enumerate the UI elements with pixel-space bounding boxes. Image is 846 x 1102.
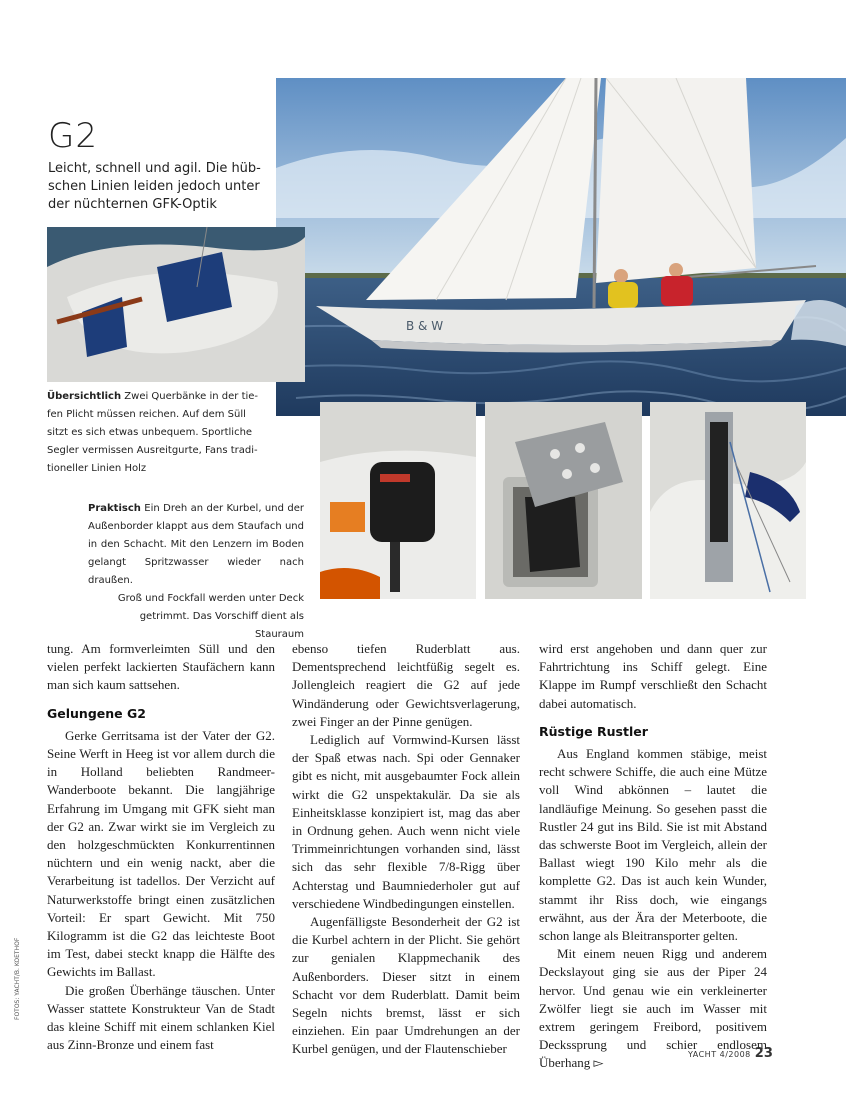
- subtitle: Leicht, schnell und agil. Die hüb-schen Linien leiden jedoch unter der nüchternen GFK-Optik: [48, 161, 261, 212]
- caption-overview: [47, 388, 259, 478]
- col1-paragraph-3: Die großen Überhänge täuschen. Unter Wasser stattete Konstrukteur Van de Stadt das kleine Schiff mit einem schlanken Kiel aus Zinn-Bronze und einem fast: [47, 982, 275, 1053]
- cockpit-image: [47, 227, 305, 382]
- col2-paragraph-1: ebenso tiefen Ruderblatt aus. Dementsprechend leichtfüßig segelt es. Jollengleich reagiert die G2 auf jede Windänderung oder Gewichtsverlagerung, zwei Finger an der Pinne genügen.: [292, 641, 520, 729]
- page-footer: [688, 1042, 773, 1061]
- hero-photo: [276, 78, 846, 416]
- caption-practical: [88, 500, 304, 644]
- mast-photo: [650, 402, 806, 599]
- page-title: G2: [48, 116, 98, 156]
- outboard-image: [320, 402, 476, 599]
- continue-arrow-icon: ▻: [593, 1055, 604, 1071]
- col3-paragraph-2: Aus England kommen stäbige, meist recht schwere Schiffe, die auch eine Mütze voll Wind abkönnen – lautet die landläufige Meinung. So gesehen passt die Rustler 24 gut ins Bild. Sie ist mit Abstand das schwerste Boot im Vergleich, allein der Ballast wiegt 190 Kilo mehr als die komplette G2. Das ist auch kein Wunder, stammt ihr Riss doch, wie eingangs erwähnt, aus der Ära der Meterboote, die schon lange als Bleitransporter gelten.: [539, 746, 767, 944]
- col1-paragraph-1: tung. Am formverleimten Süll und den vielen perfekt lackierten Staufächern kann man sich kaum sattsehen.: [47, 641, 275, 693]
- caption-practical-label: Praktisch: [88, 503, 141, 514]
- photo-credit: [14, 932, 26, 1022]
- caption-practical-text1: Ein Dreh an der Kurbel, und der Außenborder klappt aus dem Staufach und in den Schacht. Mit den Lenzern im Boden gelangt Spritzwasser wieder nach draußen.: [88, 503, 304, 586]
- hatch-photo: [485, 402, 642, 599]
- outboard-photo: [320, 402, 476, 599]
- hero-sail-number: B & W: [406, 319, 444, 333]
- col3-paragraph-3-text: Mit einem neuen Rigg und anderem Deckslayout ging sie aus der Piper 24 hervor. Und genau wie ein verkleinerter Zwölfer liegt sie auch im Wasser mit extrem geringem Freibord, positivem Deckssprung und schier endlosem Überhang: [539, 946, 767, 1071]
- col2-paragraph-3: Augenfälligste Besonderheit der G2 ist die Kurbel achtern in der Plicht. Sie gehört zur genialen Klappmechanik des Außenborders. Dieser sitzt in einem Schacht vor dem Ruderblatt. Damit beim Segeln nichts bremst, lässt er sich einziehen. Ein paar Umdrehungen an der Kurbel genügen, und der Flautenschieber: [292, 914, 520, 1057]
- col2-paragraph-2: Lediglich auf Vormwind-Kursen lässt der Spaß etwas nach. Spi oder Gennaker gibt es nicht, mit ausgebaumter Fock allein wirkt die G2 unspektakulär. Da sie als Einheitsklasse konzipiert ist, mag das aber in Ordnung gehen. Auch wenn nicht viele Trimmeinrichtungen vorhanden sind, lässt sich das sehr flexible 7/8-Rigg über Achterstag und Baumniederholer gut auf verschiedene Windbedingungen einstellen.: [292, 732, 520, 911]
- magazine-issue: YACHT 4/2008: [688, 1050, 751, 1059]
- col1-paragraph-2: Gerke Gerritsama ist der Vater der G2. Seine Werft in Heeg ist vor allem durch die in Holland beliebten Randmeer-Wanderboote bekannt. Die langjährige Erfahrung im Umgang mit GFK sieht man der G2 an. Zwar wirkt sie im Vergleich zu den holzgeschmückten Konkurrentinnen nüchtern und ein wenig nackt, aber die Verarbeitung ist tadellos. Der Verzicht auf Naturwerkstoffe bringt einen zusätzlichen Vorteil: Er spart Gewicht. Mit 750 Kilogramm ist die G2 das leichteste Boot im Test, dabei steckt knapp die Hälfte des Gewichts im Ballast.: [47, 727, 275, 980]
- article-column-1: [47, 640, 275, 1054]
- article-column-2: [292, 640, 520, 1059]
- page-number: 23: [754, 1046, 773, 1061]
- hero-sailboat-image: [276, 78, 846, 416]
- heading-gelungene-g2: Gelungene G2: [47, 705, 146, 721]
- hatch-image: [485, 402, 642, 599]
- caption-practical-text2: Groß und Fockfall werden unter Deck getrimmt. Das Vorschiff dient als Stauraum: [117, 593, 304, 640]
- mast-image: [650, 402, 806, 599]
- col3-paragraph-1: wird erst angehoben und dann quer zur Fahrtrichtung ins Schiff gelegt. Eine Klappe im Rumpf verschließt den Schacht dabei automatisch.: [539, 641, 767, 711]
- photo-credit-text: FOTOS: YACHT/B. KOETHOF: [14, 937, 21, 1020]
- caption-overview-text: Zwei Querbänke in der tie-fen Plicht müssen reichen. Auf dem Süll sitzt es sich etwas unbequem. Sportliche Segler vermissen Ausreitgurte, Fans tradi-tioneller Linien Holz: [47, 391, 259, 474]
- heading-ruestige-rustler: Rüstige Rustler: [539, 723, 648, 739]
- caption-overview-label: Übersichtlich: [47, 391, 122, 402]
- cockpit-photo: [47, 227, 305, 382]
- article-column-3: [539, 640, 767, 1073]
